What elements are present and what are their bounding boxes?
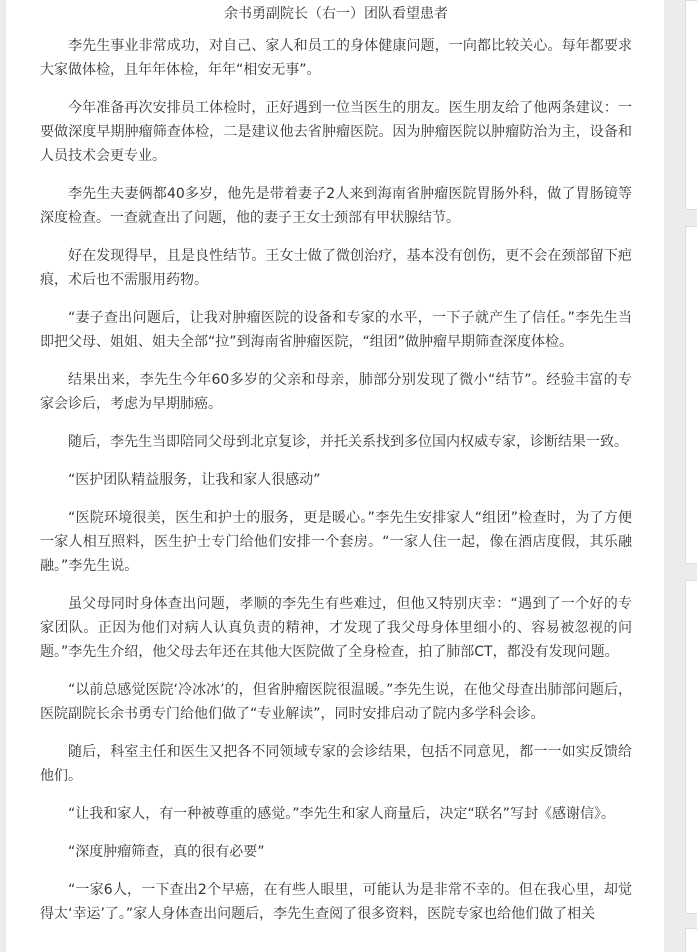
side-panel-border xyxy=(685,928,697,952)
image-caption: 余书勇副院长（右一）团队看望患者 xyxy=(224,6,448,22)
section-subheading: “医护团队精益服务，让我和家人很感动” xyxy=(68,472,321,488)
paragraph: 随后，李先生当即陪同父母到北京复诊，并托关系找到多位国内权威专家，诊断结果一致。 xyxy=(68,434,628,450)
paragraph: 今年准备再次安排员工体检时，正好遇到一位当医生的朋友。医生朋友给了他两条建议：一要做深度早期肿瘤筛查体检，二是建议他去省肿瘤医院。因为肿瘤医院以肿瘤防治为主，设备和人员技术会更专业。 xyxy=(40,100,632,164)
paragraph: 李先生夫妻俩都40多岁，他先是带着妻子2人来到海南省肿瘤医院胃肠外科，做了胃肠镜等深度检查。一查就查出了问题，他的妻子王女士颈部有甲状腺结节。 xyxy=(40,186,632,226)
article-body xyxy=(6,0,664,952)
paragraph: “妻子查出问题后，让我对肿瘤医院的设备和专家的水平，一下子就产生了信任。”李先生当即把父母、姐姐、姐夫全部“拉”到海南省肿瘤医院，“组团”做肿瘤早期筛查深度体检。 xyxy=(40,310,632,350)
paragraph: 虽父母同时身体查出问题，孝顺的李先生有些难过，但他又特别庆幸：“遇到了一个好的专家团队。正因为他们对病人认真负责的精神，才发现了我父母身体里细小的、容易被忽视的问题。”李先生介绍，他父母去年还在其他大医院做了全身检查，拍了肺部CT，都没有发现问题。 xyxy=(40,596,632,660)
side-panel-border xyxy=(685,226,697,564)
paragraph: “让我和家人，有一种被尊重的感觉。”李先生和家人商量后，决定“联名”写封《感谢信》。 xyxy=(68,806,616,822)
paragraph: 李先生事业非常成功，对自己、家人和员工的身体健康问题，一向都比较关心。每年都要求大家做体检，且年年体检，年年“相安无事”。 xyxy=(40,38,632,78)
paragraph: “一家6人，一下查出2个早癌，在有些人眼里，可能认为是非常不幸的。但在我心里，却觉得太‘幸运’了。”家人身体查出问题后，李先生查阅了很多资料，医院专家也给他们做了相关 xyxy=(40,882,632,922)
side-panel-border xyxy=(685,580,697,914)
paragraph: “医院环境很美，医生和护士的服务，更是暖心。”李先生安排家人“组团”检查时，为了方便一家人相互照料，医生护士专门给他们安排一个套房。“一家人住一起，像在酒店度假，其乐融融。”李先生说。 xyxy=(40,510,632,574)
paragraph: 好在发现得早，且是良性结节。王女士做了微创治疗，基本没有创伤，更不会在颈部留下疤痕，术后也不需服用药物。 xyxy=(40,248,632,288)
paragraph: 结果出来，李先生今年60多岁的父亲和母亲，肺部分别发现了微小“结节”。经验丰富的专家会诊后，考虑为早期肺癌。 xyxy=(40,372,632,412)
section-subheading: “深度肿瘤筛查，真的很有必要” xyxy=(68,844,265,860)
side-panel-border xyxy=(685,0,697,210)
paragraph: 随后，科室主任和医生又把各不同领域专家的会诊结果，包括不同意见，都一一如实反馈给他们。 xyxy=(40,744,632,784)
paragraph: “以前总感觉医院‘冷冰冰’的，但省肿瘤医院很温暖。”李先生说，在他父母查出肺部问题后，医院副院长余书勇专门给他们做了“专业解读”，同时安排启动了院内多学科会诊。 xyxy=(40,682,632,722)
